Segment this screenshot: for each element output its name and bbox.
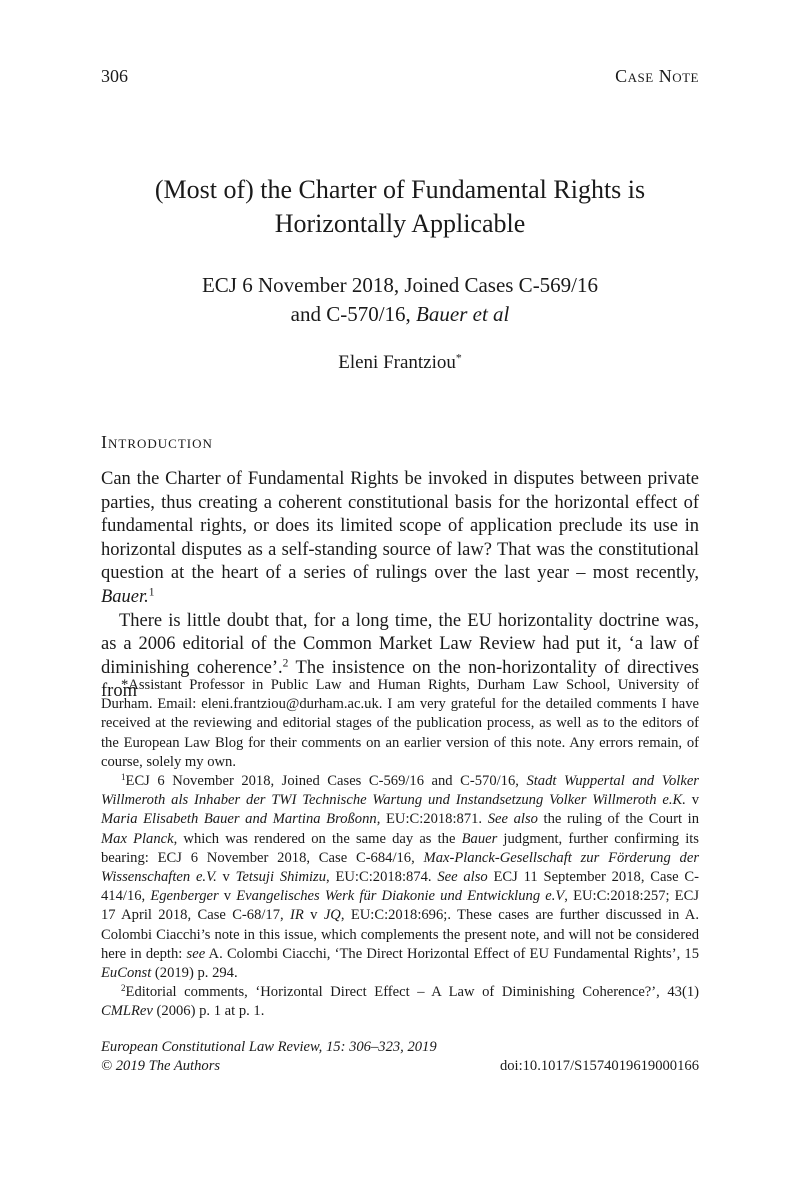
fn1-italic: Bauer: [461, 830, 498, 847]
fn1-italic: See also: [437, 869, 488, 886]
fn1-text: ECJ 11 September 2018, Case C-414/16,: [101, 869, 700, 905]
fn1-text: , EU:C:2018:871.: [376, 811, 488, 828]
fn1-text: judgment, further confirming its bearing: ECJ 6 November 2018, Case C-684/16,: [101, 830, 699, 866]
fn1-text: (2019) p. 294.: [151, 965, 238, 982]
footnote-ref-1: 1: [148, 586, 155, 599]
case-ref-line-1: ECJ 6 November 2018, Joined Cases C-569/16: [201, 273, 599, 297]
fn1-text: v: [303, 907, 324, 924]
running-head: [101, 66, 699, 87]
body-text: [101, 468, 699, 704]
fn1-text: , EU:C:2018:874.: [326, 869, 438, 886]
footnote-2: [101, 983, 699, 1021]
fn1-italic: see: [186, 945, 206, 962]
fn1-italic: JQ: [323, 907, 341, 924]
paragraph-1-case: Bauer.: [101, 586, 149, 607]
fn1-italic: Stadt Wuppertal and Volker Willmeroth als Inhaber der TWI Technische Wartung und Instandsetzung Volker Willmeroth e.K.: [101, 773, 699, 809]
fn1-text: A. Colombi Ciacchi, ‘The Direct Horizontal Effect of EU Fundamental Rights’, 15: [205, 945, 700, 962]
fn1-italic: Max-Planck-Gesellschaft zur Förderung der Wissenschaften e.V.: [101, 849, 700, 886]
running-title: Case Note: [615, 66, 699, 86]
fn2-text: Editorial comments, ‘Horizontal Direct Effect – A Law of Diminishing Coherence?’, 43(1): [125, 984, 699, 1001]
paragraph-1: [101, 468, 699, 610]
fn1-text: the ruling of the Court in: [537, 811, 699, 828]
fn2-italic: CMLRev: [101, 1003, 153, 1020]
title-line-1: (Most of) the Charter of Fundamental Rights is: [154, 175, 646, 204]
footnote-1: [101, 772, 699, 983]
journal-citation: [101, 1038, 699, 1057]
journal-citation-text: European Constitutional Law Review, 15: 306–323, 2019: [101, 1039, 437, 1055]
fn1-italic: EuConst: [101, 965, 152, 982]
fn1-italic: Tetsuji Shimizu: [235, 869, 327, 886]
article-title: [101, 173, 699, 241]
fn1-text: v: [218, 888, 237, 905]
fn1-text: v: [685, 792, 699, 809]
author-footnote-marker: *: [455, 351, 462, 365]
case-name: Bauer et al: [416, 302, 510, 326]
fn1-text: , which was rendered on the same day as the: [173, 830, 462, 847]
journal-footer-row: [101, 1057, 699, 1076]
copyright: © 2019 The Authors: [101, 1058, 221, 1074]
case-ref-line-2: and C-570/16,: [290, 302, 417, 326]
fn1-italic: Maria Elisabeth Bauer and Martina Broßonn: [101, 811, 377, 828]
fn1-italic: Max Planck: [101, 830, 174, 847]
footnotes: [101, 676, 699, 1022]
fn1-text: , EU:C:2018:696;. These cases are further discussed in A. Colombi Ciacchi’s note in this issue, which complements the present note, and will not be considered here in depth:: [101, 907, 699, 962]
journal-footer: [101, 1038, 699, 1076]
fn1-text: ECJ 6 November 2018, Joined Cases C-569/16 and C-570/16,: [125, 773, 527, 790]
paragraph-1-text: Can the Charter of Fundamental Rights be invoked in disputes between private parties, thus creating a coherent constitutional basis for the horizontal effect of fundamental rights, or does its limited scope of application preclude its use in horizontal disputes as a self-standing source of law? That was the constitutional question at the heart of a series of rulings over the last year – most recently,: [101, 469, 699, 584]
fn1-italic: See also: [487, 811, 538, 828]
author-byline: [101, 352, 699, 374]
title-line-2: Horizontally Applicable: [274, 209, 526, 238]
footnote-2-number: 2: [121, 983, 126, 994]
case-reference: [101, 271, 699, 329]
footnote-1-number: 1: [121, 772, 126, 783]
page-number: 306: [101, 66, 128, 86]
paragraph-2-text: There is little doubt that, for a long time, the EU horizontality doctrine was, as a 2006 editorial of the Common Market Law Review had put it, ‘a law of diminishing coherence’.: [101, 610, 699, 678]
author-name: Eleni Frantziou: [338, 352, 456, 373]
doi: doi:10.1017/S1574019619000166: [499, 1058, 699, 1074]
fn2-text: (2006) p. 1 at p. 1.: [152, 1003, 265, 1020]
paragraph-2-rest: The insistence on the non-horizontality of directives from: [101, 657, 699, 702]
fn1-text: , EU:C:2018:257; ECJ 17 April 2018, Case C-68/17,: [101, 888, 699, 924]
footnote-ref-2: 2: [282, 657, 289, 670]
fn1-italic: Egenberger: [150, 888, 219, 905]
section-heading: Introduction: [101, 432, 213, 452]
footnote-author: *Assistant Professor in Public Law and Human Rights, Durham Law School, University of Durham. Email: eleni.frantziou@durham.ac.uk. I am very grateful for the detailed comments I have received at the reviewing and editorial stages of the publication process, as well as to the editors of the European Law Blog for their comments on an earlier version of this note. Any errors remain, of course, solely my own.: [101, 677, 699, 770]
fn1-italic: IR: [290, 907, 304, 924]
fn1-text: v: [216, 869, 236, 886]
fn1-italic: Evangelisches Werk für Diakonie und Entwicklung e.V: [236, 888, 565, 905]
